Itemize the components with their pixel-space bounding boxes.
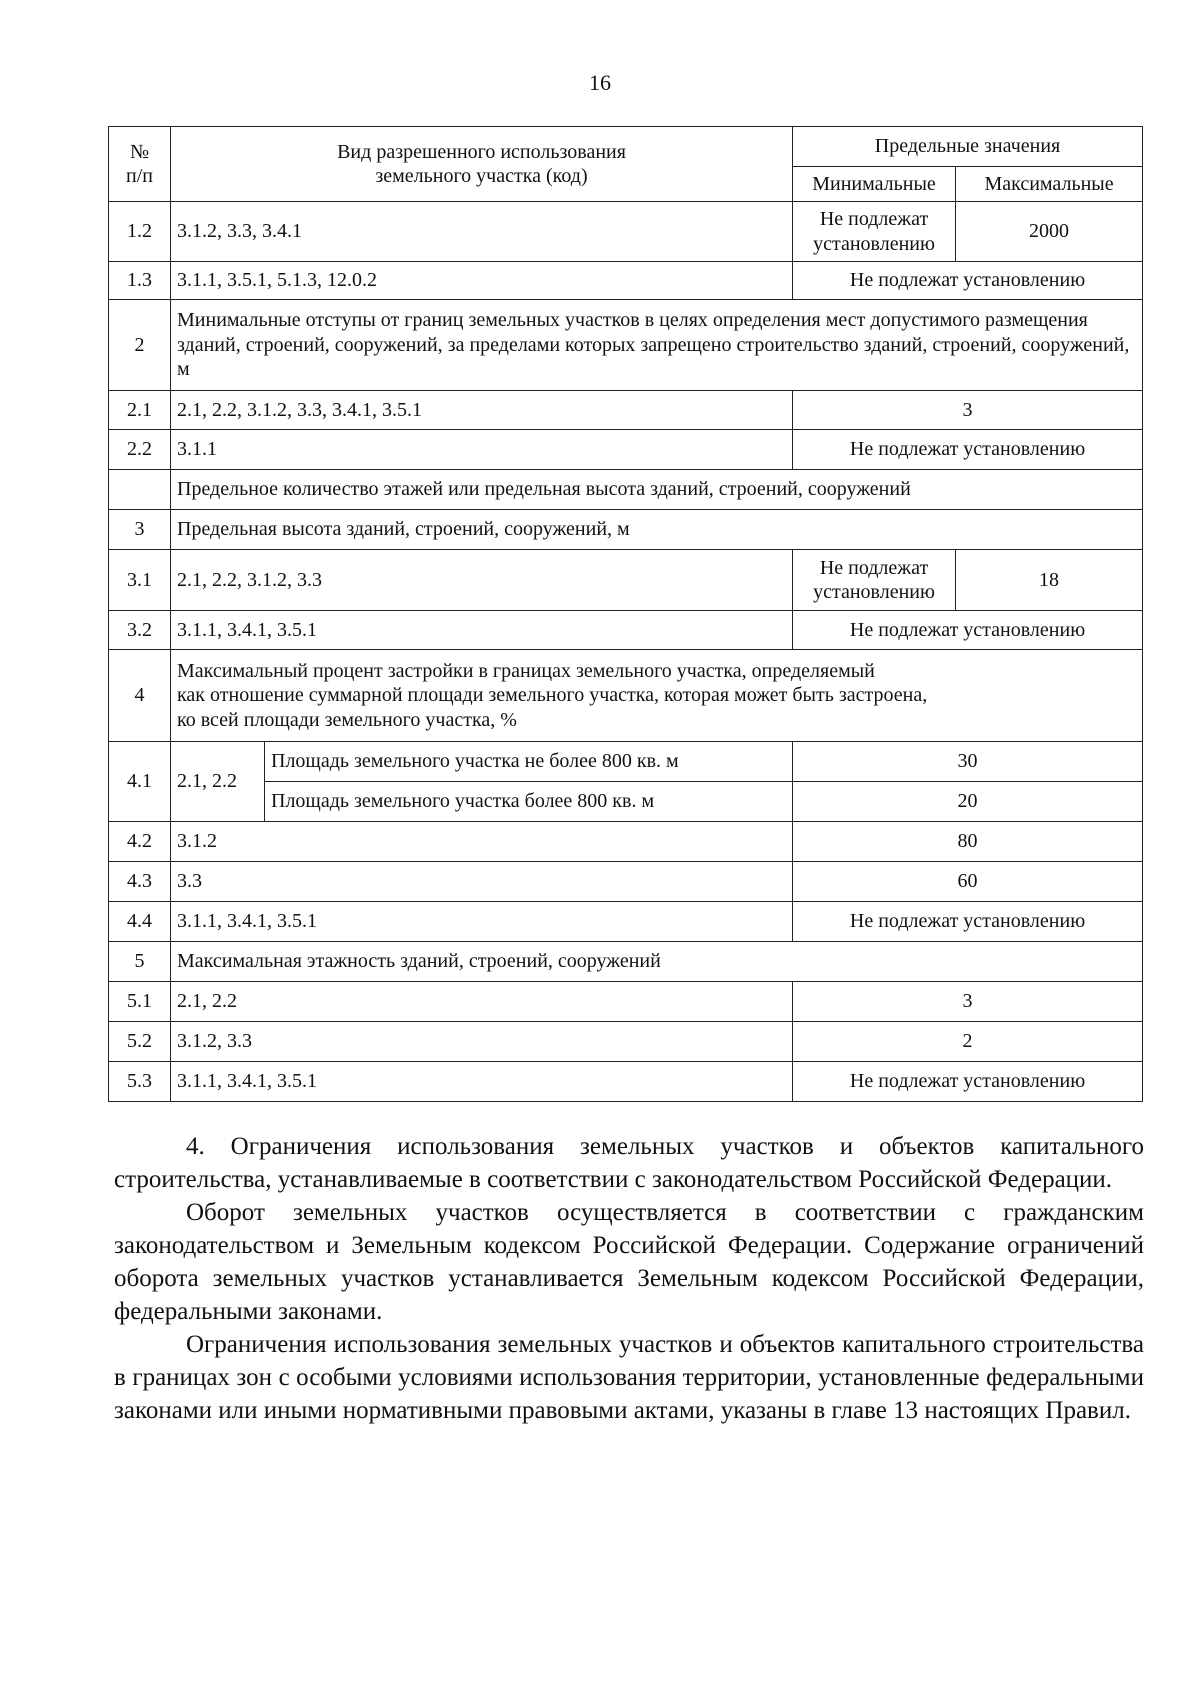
row-min-value: Не подлежат установлению — [793, 550, 956, 611]
section-title: Предельное количество этажей или предельная высота зданий, строений, сооружений — [171, 470, 1143, 510]
row-num: 5.2 — [109, 1022, 171, 1062]
section-title: Максимальная этажность зданий, строений, сооружений — [171, 942, 1143, 982]
row-num: 1.2 — [109, 202, 171, 262]
row-codes: 2.1, 2.2 — [171, 982, 793, 1022]
table-row — [109, 982, 1143, 1022]
row-value: 3 — [793, 982, 1143, 1022]
table-row — [109, 202, 1143, 262]
page-number: 16 — [589, 70, 611, 95]
table-row — [109, 262, 1143, 300]
row-value: Не подлежат установлению — [793, 1062, 1143, 1102]
table-section-row — [109, 470, 1143, 510]
paragraph-restrictions-heading: 4. Ограничения использования земельных участков и объектов капитального строительства, устанавливаемые в соответствии с законодательством Российской Федерации. — [114, 1133, 1144, 1193]
header-num: № п/п — [109, 127, 171, 202]
table-header-row — [109, 127, 1143, 167]
table-row — [109, 611, 1143, 650]
row-num: 5.3 — [109, 1062, 171, 1102]
table-section-row — [109, 942, 1143, 982]
table-section-row — [109, 650, 1143, 742]
row-num: 5.1 — [109, 982, 171, 1022]
header-max: Максимальные — [956, 167, 1143, 202]
row-value: 30 — [793, 742, 1143, 782]
row-sub-condition: Площадь земельного участка не более 800 кв. м — [265, 742, 793, 782]
row-codes: 3.1.2 — [171, 822, 793, 862]
row-value: 80 — [793, 822, 1143, 862]
table-section-row — [109, 300, 1143, 391]
table-row — [109, 902, 1143, 942]
row-codes: 3.1.1, 3.4.1, 3.5.1 — [171, 902, 793, 942]
row-codes: 3.1.2, 3.3 — [171, 1022, 793, 1062]
paragraph-land-turnover: Оборот земельных участков осуществляется в соответствии с гражданским законодательством и Земельным кодексом Российской Федерации. Содержание ограничений оборота земельных участков устанавливается Земельным кодексом Российской Федерации, федеральными законами. — [114, 1199, 1144, 1325]
row-value: 2 — [793, 1022, 1143, 1062]
row-codes: 2.1, 2.2 — [171, 742, 265, 822]
row-value: Не подлежат установлению — [793, 611, 1143, 650]
header-min: Минимальные — [793, 167, 956, 202]
row-value: 20 — [793, 782, 1143, 822]
row-num: 3 — [109, 510, 171, 550]
row-max-value: 18 — [956, 550, 1143, 611]
row-codes: 2.1, 2.2, 3.1.2, 3.3 — [171, 550, 793, 611]
paragraph-special-zones: Ограничения использования земельных участков и объектов капитального строительства в границах зон с особыми условиями использования территории, установленные федеральными законами или иными нормативными правовыми актами, указаны в главе 13 настоящих Правил. — [114, 1331, 1144, 1424]
section-title: Предельная высота зданий, строений, сооружений, м — [171, 510, 1143, 550]
section-title: Минимальные отступы от границ земельных участков в целях определения мест допустимого размещения зданий, строений, сооружений, за пределами которых запрещено строительство зданий, строений, сооружений, м — [171, 300, 1143, 391]
table-row — [109, 391, 1143, 430]
row-codes: 3.1.1, 3.4.1, 3.5.1 — [171, 1062, 793, 1102]
row-codes: 3.3 — [171, 862, 793, 902]
row-num: 4.3 — [109, 862, 171, 902]
table-row — [109, 862, 1143, 902]
row-value: Не подлежат установлению — [793, 902, 1143, 942]
row-max-value: 2000 — [956, 202, 1143, 262]
header-use-type: Вид разрешенного использования земельного участка (код) — [171, 127, 793, 202]
row-num: 2.2 — [109, 430, 171, 470]
land-use-limits-table — [108, 126, 1143, 1102]
row-value: Не подлежат установлению — [793, 262, 1143, 300]
table-row — [109, 782, 1143, 822]
row-codes: 3.1.1, 3.5.1, 5.1.3, 12.0.2 — [171, 262, 793, 300]
row-num — [109, 470, 171, 510]
row-codes: 3.1.1, 3.4.1, 3.5.1 — [171, 611, 793, 650]
table-row — [109, 1062, 1143, 1102]
row-num: 4.2 — [109, 822, 171, 862]
row-codes: 2.1, 2.2, 3.1.2, 3.3, 3.4.1, 3.5.1 — [171, 391, 793, 430]
row-num: 5 — [109, 942, 171, 982]
row-sub-condition: Площадь земельного участка более 800 кв. м — [265, 782, 793, 822]
row-num: 4 — [109, 650, 171, 742]
row-num: 2.1 — [109, 391, 171, 430]
table-row — [109, 430, 1143, 470]
table-row — [109, 550, 1143, 611]
row-value: 3 — [793, 391, 1143, 430]
row-num: 4.1 — [109, 742, 171, 822]
row-codes: 3.1.1 — [171, 430, 793, 470]
row-num: 1.3 — [109, 262, 171, 300]
row-num: 3.2 — [109, 611, 171, 650]
row-value: Не подлежат установлению — [793, 430, 1143, 470]
table-section-row — [109, 510, 1143, 550]
table-row — [109, 1022, 1143, 1062]
header-limit-values: Предельные значения — [793, 127, 1143, 167]
row-min-value: Не подлежат установлению — [793, 202, 956, 262]
row-value: 60 — [793, 862, 1143, 902]
row-num: 2 — [109, 300, 171, 391]
section-title: Максимальный процент застройки в границах земельного участка, определяемый как отношение суммарной площади земельного участка, которая может быть застроена, ко всей площади земельного участка, % — [171, 650, 1143, 742]
body-text — [114, 1130, 1144, 1427]
table-row — [109, 822, 1143, 862]
row-num: 3.1 — [109, 550, 171, 611]
row-num: 4.4 — [109, 902, 171, 942]
table-row — [109, 742, 1143, 782]
row-codes: 3.1.2, 3.3, 3.4.1 — [171, 202, 793, 262]
